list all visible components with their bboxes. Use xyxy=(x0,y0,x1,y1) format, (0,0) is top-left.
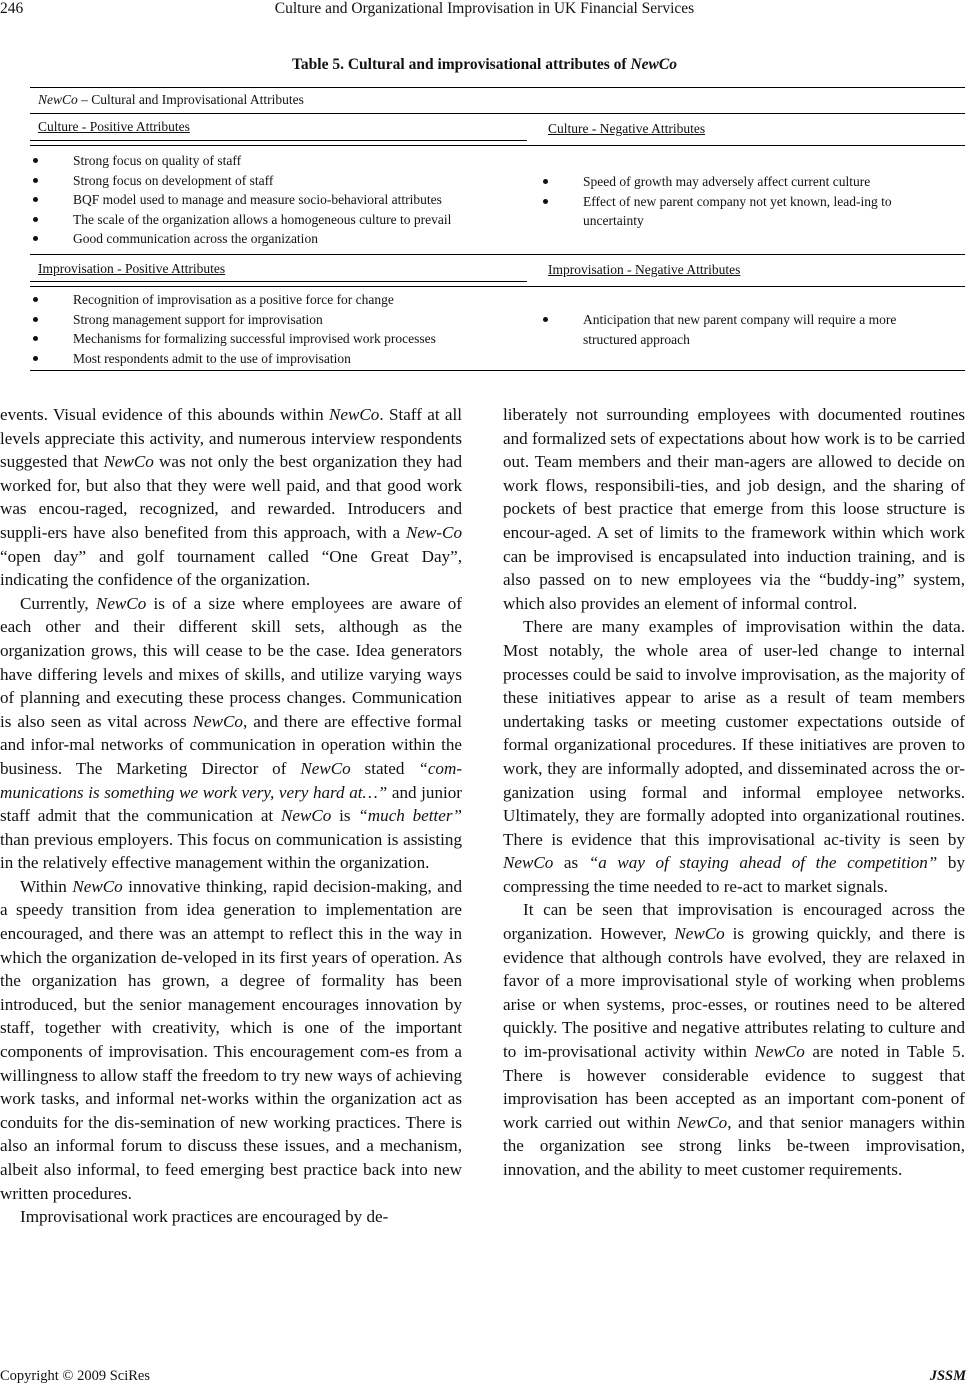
paragraph: Improvisational work practices are encouraged by de- xyxy=(20,1207,389,1227)
table-rule xyxy=(30,145,965,146)
journal-name: JSSM xyxy=(929,1368,966,1384)
list-item: Anticipation that new parent company will require a more structured approach xyxy=(540,310,930,349)
header-underline xyxy=(30,281,527,282)
left-column xyxy=(0,403,462,1229)
header-underline xyxy=(30,140,527,141)
improv-positive-head: Improvisation - Positive Attributes xyxy=(38,261,226,276)
culture-positive-list xyxy=(30,151,530,249)
right-column xyxy=(503,403,965,1182)
list-item: Strong management support for improvisation xyxy=(30,310,530,330)
running-header xyxy=(0,0,969,24)
paragraph: It can be seen that improvisation is encouraged across the organization. However, NewCo is growing quickly, and there is evidence that although controls have evolved, they are relaxed in favor of a more improvisational style of working when problems arise or when systems, proc-esses, or routines need to be altered quickly. The positive and negative attributes relating to culture and to im-provisational activity within NewCo are noted in Table 5. There is however considerable evidence to suggest that improvisation has been accepted as an important com-ponent of work carried out within NewCo, and that senior managers within the organization see strong links be-tween improvisation, innovation, and the ability to meet customer requirements. xyxy=(503,900,966,1179)
improv-positive-list xyxy=(30,290,530,368)
list-item: BQF model used to manage and measure socio-behavioral attributes xyxy=(30,190,530,210)
table-title: NewCo – Cultural and Improvisational Attributes xyxy=(38,92,304,107)
list-item: Strong focus on development of staff xyxy=(30,171,530,191)
paragraph: liberately not surrounding employees with documented routines and formalized sets of expectations about how work is to be carried out. Team members and their man-agers are allowed to decide on work flows, responsibili-ties, and job design, and the sharing of pockets of best practice that emerge from this loose structure is encour-aged. A set of limits to the framework within which work can be improvised is encapsulated into induction training, and is also passed on to new employees via the “buddy-ing” system, which also provides an element of informal control. xyxy=(503,405,965,613)
culture-negative-list xyxy=(540,172,930,231)
table-top-rule xyxy=(30,87,965,88)
paragraph: events. Visual evidence of this abounds within NewCo. Staff at all levels appreciate this activity, and numerous interview respondents suggested that NewCo was not only the best organization they had worked for, but also that they were well paid, and that good work was encou-raged, recognized, and rewarded. Introducers and suppli-ers have also benefited from this approach, with a New-Co “open day” and golf tournament called “One Great Day”, indicating the confidence of the organization. xyxy=(0,405,462,590)
table-rule xyxy=(30,113,965,114)
paragraph: There are many examples of improvisation within the data. Most notably, the whole area of user-led change to internal processes could be said to involve improvisation, as the majority of these initiatives appear to arise as a result of team members undertaking tasks or meeting customer expectations outside of formal organizational procedures. If these initiatives are proven to work, they are informally adopted, and disseminated across the or-ganization using formal and informal employee networks. Ultimately, they are formally adopted into organizational routines. There is evidence that this improvisational ac-tivity is seen by NewCo as “a way of staying ahead of the competition” by compressing the time needed to re-act to market signals. xyxy=(503,617,965,896)
page-number: 246 xyxy=(0,0,24,17)
improv-negative-head: Improvisation - Negative Attributes xyxy=(548,262,741,277)
list-item: Mechanisms for formalizing successful improvised work processes xyxy=(30,329,530,349)
copyright: Copyright © 2009 SciRes xyxy=(0,1368,150,1384)
paragraph: Within NewCo innovative thinking, rapid decision-making, and a speedy transition from idea generation to implementation are encouraged, and there was an attempt to reflect this in the way in which the organization de-veloped in its first years of operation. As the organization has grown, a degree of formality has been introduced, but the senior management encourages innovation by staff, together with creativity, which is one of the important components of improvisation. This encouragement com-es from a willingness to allow staff the freedom to try new ways of achieving work tasks, and informal net-works within the organization act as conduits for the dis-semination of new working practices. There is also an informal forum to discuss these issues, and a mechanism, albeit also informal, to feed emerging best practice back into new written procedures. xyxy=(0,876,462,1203)
list-item: Good communication across the organization xyxy=(30,229,530,249)
table-bottom-rule xyxy=(30,370,965,371)
list-item: The scale of the organization allows a homogeneous culture to prevail xyxy=(30,210,530,230)
table-caption: Table 5. Cultural and improvisational attributes of NewCo xyxy=(292,56,677,73)
table-rule xyxy=(30,254,965,255)
list-item: Most respondents admit to the use of improvisation xyxy=(30,349,530,369)
improv-negative-list xyxy=(540,310,930,349)
list-item: Speed of growth may adversely affect current culture xyxy=(540,172,930,192)
list-item: Strong focus on quality of staff xyxy=(30,151,530,171)
list-item: Recognition of improvisation as a positive force for change xyxy=(30,290,530,310)
culture-positive-head: Culture - Positive Attributes xyxy=(38,119,190,134)
table-rule xyxy=(30,286,965,287)
culture-negative-head: Culture - Negative Attributes xyxy=(548,121,706,136)
running-title: Culture and Organizational Improvisation in UK Financial Services xyxy=(274,0,695,17)
list-item: Effect of new parent company not yet known, lead-ing to uncertainty xyxy=(540,192,930,231)
paragraph: Currently, NewCo is of a size where employees are aware of each other and their different skill sets, although as the organization grows, this will cease to be the case. Idea generators have differing levels and mixes of skills, and utilize varying ways of planning and executing these process changes. Communication is also seen as vital across NewCo, and there are effective formal and infor-mal networks of communication in operation within the business. The Marketing Director of NewCo stated “com-munications is something we work very, very hard at…” and junior staff admit that the communication at NewCo is “much better” than previous employers. This focus on communication is assisting in the relatively effective management within the organization. xyxy=(0,593,463,873)
